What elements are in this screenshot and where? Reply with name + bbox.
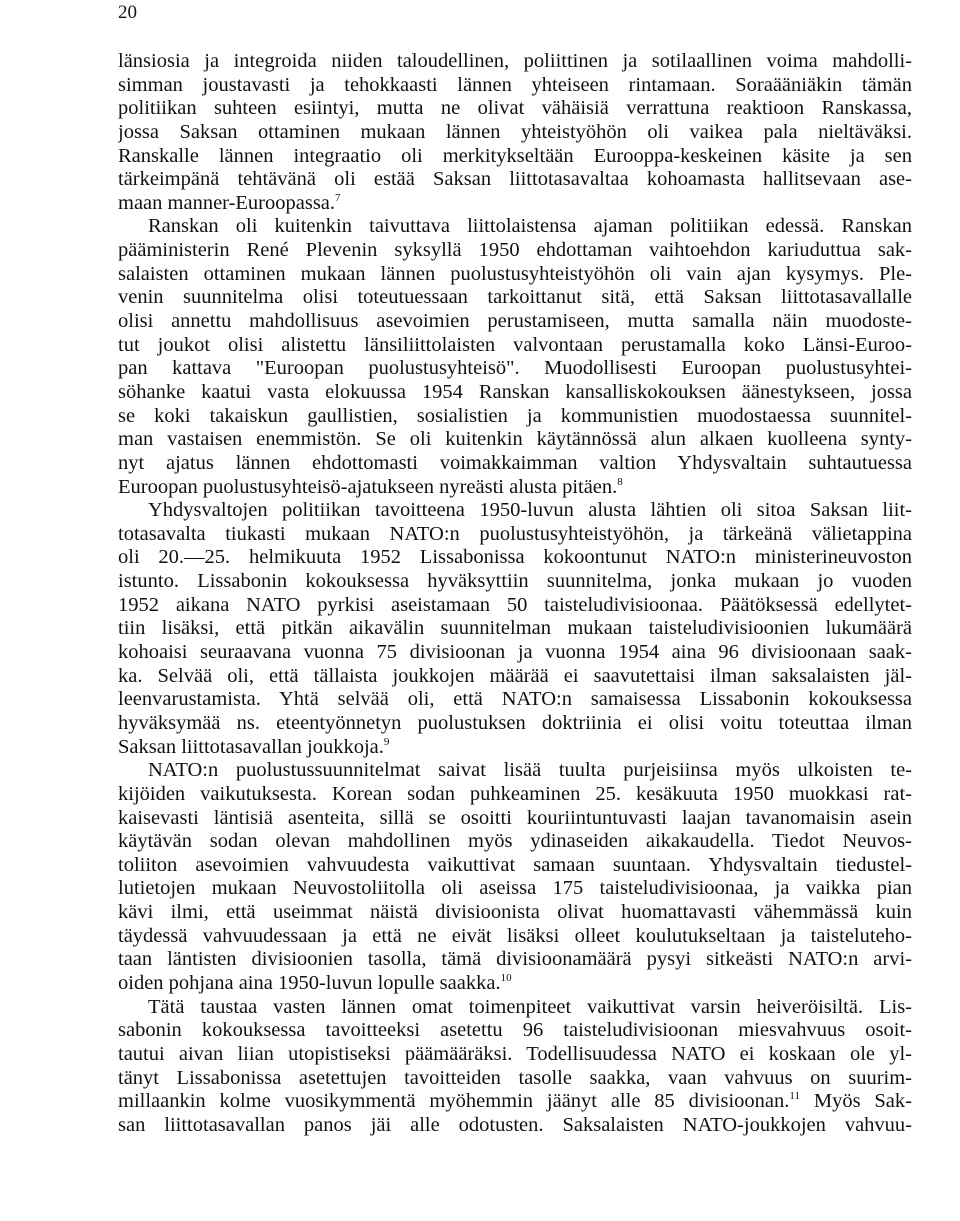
text-line	[118, 523, 912, 547]
text-line-content: Ranskan oli kuitenkin taivuttava liittolaistensa ajaman politiikan edessä. Ranskan	[148, 215, 912, 238]
text-line-content: ka. Selvää oli, että tällaista joukkojen määrää ei saavutettaisi ilman saksalaisten jäl-	[118, 664, 912, 687]
text-line-content: söhanke kaatui vasta elokuussa 1954 Ranskan kansalliskokouksen äänestykseen, jossa	[118, 380, 912, 403]
footnote-marker: 9	[383, 735, 390, 748]
text-line	[118, 97, 912, 121]
text-line	[118, 1043, 912, 1067]
text-line-content: 1952 aikana NATO pyrkisi aseistamaan 50 taisteludivisioonaa. Päätöksessä edellytet-	[118, 593, 912, 616]
text-line-content: politiikan suhteen esiintyi, mutta ne olivat vähäisiä verrattuna reaktioon Ranskassa,	[118, 97, 912, 120]
text-line-content: venin suunnitelma olisi toteutuessaan tarkoittanut sitä, että Saksan liittotasavallalle	[118, 286, 912, 309]
text-line-content: kohoaisi seuraavana vuonna 75 divisioonan ja vuonna 1954 aina 96 divisioonaan saak-	[118, 641, 912, 664]
text-line-content: istunto. Lissabonin kokouksessa hyväksyttiin suunnitelma, jonka mukaan jo vuoden	[118, 570, 912, 593]
text-line-content: Ranskalle lännen integraatio oli merkitykseltään Eurooppa-keskeinen käsite ja sen	[118, 144, 912, 167]
text-line-content: Yhdysvaltojen politiikan tavoitteena 1950-luvun alusta lähtien oli sitoa Saksan liit-	[148, 499, 912, 522]
text-line-content: sabonin kokouksessa tavoitteeksi asetettu 96 taisteludivisioonan miesvahvuus osoit-	[118, 1019, 912, 1042]
text-line	[118, 452, 912, 476]
text-line	[118, 617, 912, 641]
text-line	[118, 901, 912, 925]
text-line	[118, 736, 912, 760]
text-line	[118, 428, 912, 452]
text-line	[118, 783, 912, 807]
text-line-content: man vastaisen enemmistön. Se oli kuitenkin käytännössä alun alkaen kuolleena synty-	[118, 428, 912, 451]
text-line	[118, 239, 912, 263]
text-line-content: toliiton asevoimien vahvuudesta vaikuttivat samaan suuntaan. Yhdysvaltain tiedustel-	[118, 853, 912, 876]
text-line	[118, 665, 912, 689]
text-line-content: simman joustavasti ja tehokkaasti lännen yhteiseen rintamaan. Soraääniäkin tämän	[118, 73, 912, 96]
text-line-content: Tätä taustaa vasten lännen omat toimenpiteet vaikuttivat varsin heiveröisiltä. Lis-	[148, 995, 912, 1018]
text-line-content: kaisevasti läntisiä asenteita, sillä se osoitti kouriintuntuvasti laajan tavanomaisin asein	[118, 806, 912, 829]
text-line	[118, 286, 912, 310]
text-line	[118, 641, 912, 665]
text-line	[118, 405, 912, 429]
text-line-content: käytävän sodan olevan mahdollinen myös ydinaseiden aikakaudella. Tiedot Neuvos-	[118, 830, 912, 853]
text-line	[118, 310, 912, 334]
body-text	[118, 50, 912, 1137]
text-line	[118, 50, 912, 74]
footnote-marker: 7	[335, 191, 341, 204]
text-line	[118, 499, 912, 523]
text-line	[118, 476, 912, 500]
text-line	[118, 381, 912, 405]
text-line-content: nyt ajatus lännen ehdottomasti voimakkaimman valtion Yhdysvaltain suhtautuessa	[118, 451, 912, 474]
text-line	[118, 925, 912, 949]
text-line-content: länsiosia ja integroida niiden taloudellinen, poliittinen ja sotilaallinen voima mahdolli-	[118, 50, 912, 72]
footnote-marker: 10	[500, 971, 512, 984]
text-line-content: millaankin kolme vuosikymmentä myöhemmin jäänyt alle 85 divisioonan.	[118, 1090, 790, 1113]
text-line-content: oiden pohjana aina 1950-luvun lopulle saakka.	[118, 971, 501, 994]
footnote-marker: 8	[617, 475, 623, 488]
text-line	[118, 830, 912, 854]
footnote-marker: 11	[789, 1090, 800, 1103]
text-line	[118, 192, 912, 216]
text-line-content: tut joukot olisi alistettu länsiliittolaisten valvontaan perustamalla koko Länsi-Euroo-	[118, 333, 912, 356]
text-line	[118, 948, 912, 972]
text-line	[118, 121, 912, 145]
text-line	[118, 759, 912, 783]
text-line	[118, 546, 912, 570]
text-line-content: olisi annettu mahdollisuus asevoimien perustamiseen, mutta samalla näin muodoste-	[118, 310, 912, 333]
text-line	[118, 877, 912, 901]
text-line-content: pan kattava "Euroopan puolustusyhteisö". Muodollisesti Euroopan puolustusyhtei-	[118, 357, 912, 380]
text-line-content: kävi ilmi, että useimmat näistä divisioonista olivat huomattavasti vähemmässä kuin	[118, 901, 912, 924]
text-line-content: se koki takaiskun gaullistien, sosialistien ja kommunistien muodostaessa suunnitel-	[118, 404, 912, 427]
text-line	[118, 712, 912, 736]
text-line	[118, 1090, 912, 1114]
text-line-content: lutietojen mukaan Neuvostoliitolla oli aseissa 175 taisteludivisioonaa, ja vaikka pian	[118, 877, 912, 900]
text-line-content: maan manner-Euroopassa.	[118, 191, 336, 214]
text-line	[118, 168, 912, 192]
text-line	[118, 688, 912, 712]
text-line-content: tärkeimpänä tehtävänä oli estää Saksan liittotasavaltaa kohoamasta hallitsevaan ase-	[118, 168, 912, 191]
text-line-content: totasavalta tiukasti mukaan NATO:n puolustusyhteistyöhön, ja tärkeänä välietappina	[118, 522, 912, 545]
text-line	[118, 570, 912, 594]
text-line	[118, 807, 912, 831]
text-line-content: salaisten ottaminen mukaan lännen puolustusyhteistyöhön oli vain ajan kysymys. Ple-	[118, 262, 912, 285]
text-line	[118, 145, 912, 169]
text-line	[118, 854, 912, 878]
text-line-content: täydessä vahvuudessaan ja että ne eivät lisäksi olleet koulutukseltaan ja taisteluteho-	[118, 924, 912, 947]
text-line-content: NATO:n puolustussuunnitelmat saivat lisää tuulta purjeisiinsa myös ulkoisten te-	[148, 759, 912, 782]
text-line	[118, 1114, 912, 1138]
text-line-tail: Myös Sak-	[800, 1090, 912, 1113]
text-line-content: tiin lisäksi, että pitkän aikavälin suunnitelman mukaan taisteludivisioonien lukumäärä	[118, 617, 912, 640]
text-line-content: taan läntisten divisioonien tasolla, tämä divisioonamäärä pysyi sitkeästi NATO:n arvi-	[118, 948, 912, 971]
text-line-content: tautui aivan liian utopistiseksi päämääräksi. Todellisuudessa NATO ei koskaan ole yl-	[118, 1042, 912, 1065]
text-line	[118, 263, 912, 287]
text-line	[118, 74, 912, 98]
text-line-content: Euroopan puolustusyhteisö-ajatukseen nyreästi alusta pitäen.	[118, 475, 618, 498]
text-line	[118, 215, 912, 239]
text-line	[118, 1067, 912, 1091]
text-line	[118, 996, 912, 1020]
text-line-content: tänyt Lissabonissa asetettujen tavoitteiden tasolle saakka, vaan vahvuus on suurim-	[118, 1066, 912, 1089]
text-line-content: hyväksymää ns. eteentyönnetyn puolustuksen doktriinia ei olisi voitu toteuttaa ilman	[118, 711, 912, 734]
text-line-content: jossa Saksan ottaminen mukaan lännen yhteistyöhön oli vaikea pala nieltäväksi.	[118, 120, 912, 143]
text-line-content: Saksan liittotasavallan joukkoja.	[118, 735, 384, 758]
text-line-content: oli 20.—25. helmikuuta 1952 Lissabonissa kokoontunut NATO:n ministerineuvoston	[118, 546, 912, 569]
text-line	[118, 334, 912, 358]
text-line-content: pääministerin René Plevenin syksyllä 1950 ehdottaman vaihtoehdon kariuduttua sak-	[118, 239, 912, 262]
page-number: 20	[118, 2, 137, 23]
text-line	[118, 357, 912, 381]
text-line	[118, 1019, 912, 1043]
text-line-content: kijöiden vaikutuksesta. Korean sodan puhkeaminen 25. kesäkuuta 1950 muokkasi rat-	[118, 782, 912, 805]
text-line-content: san liittotasavallan panos jäi alle odotusten. Saksalaisten NATO-joukkojen vahvuu-	[118, 1113, 912, 1136]
text-line-content: leenvarustamista. Yhtä selvää oli, että NATO:n samaisessa Lissabonin kokouksessa	[118, 688, 912, 711]
text-line	[118, 594, 912, 618]
text-line	[118, 972, 912, 996]
